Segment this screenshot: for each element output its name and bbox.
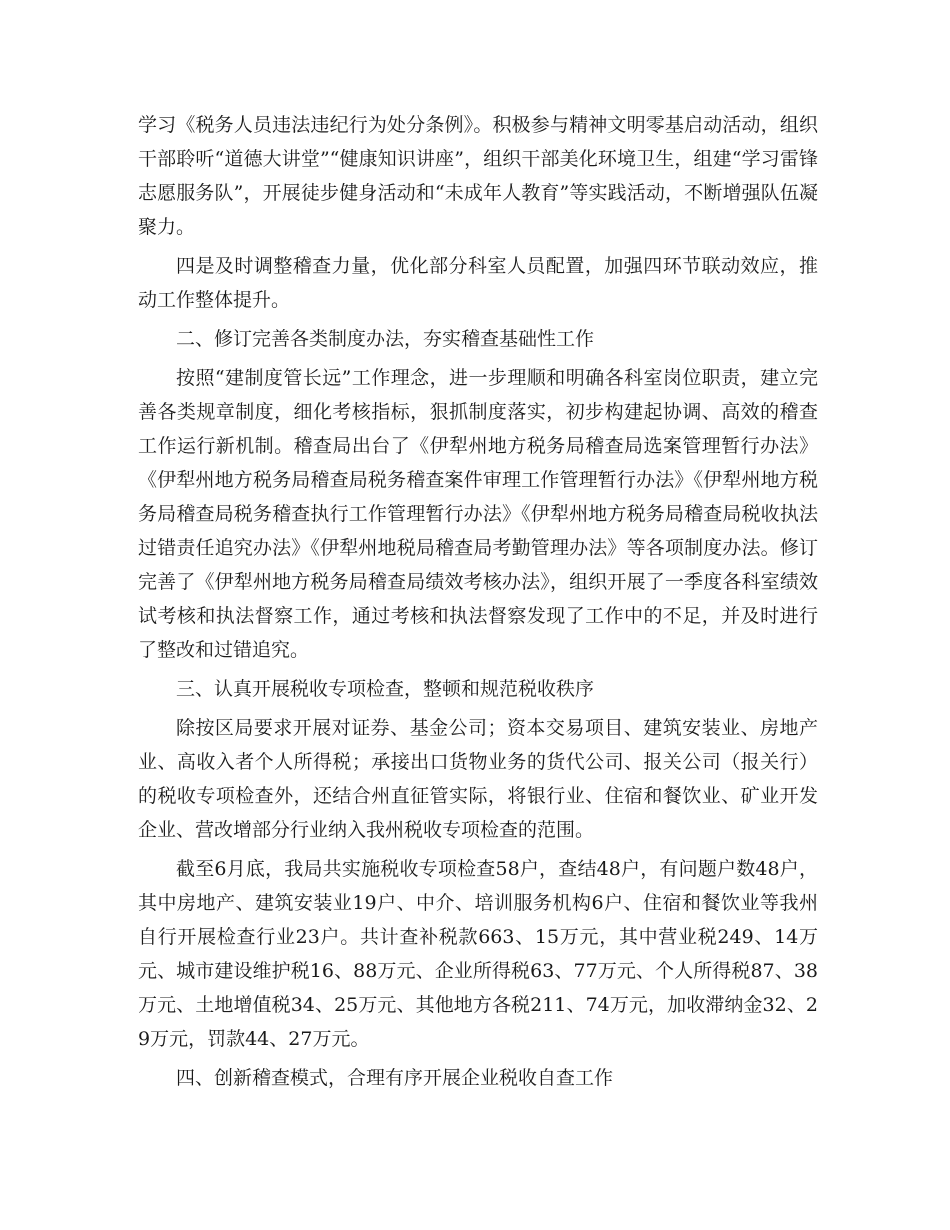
paragraph-inspection-results: 截至6月底，我局共实施税收专项检查58户，查结48户，有问题户数48户，其中房地产、建筑安装业19户、中介、培训服务机构6户、住宿和餐饮业等我州自行开展检查行业23户。共计查补税款663、15万元，其中营业税249、14万元、城市建设维护税16、88万元、企业所得税63、77万元、个人所得税87、38万元、土地增值税34、25万元、其他地方各税211、74万元，加收滞纳金32、29万元，罚款44、27万元。 bbox=[138, 858, 818, 1050]
section-heading-3: 三、认真开展税收专项检查，整顿和规范税收秩序 bbox=[176, 678, 595, 700]
paragraph-regulations: 按照“建制度管长远”工作理念，进一步理顺和明确各科室岗位职责，建立完善各类规章制度，细化考核指标，狠抓制度落实，初步构建起协调、高效的稽查工作运行新机制。稽查局出台了《伊犁州地方税务局稽查局选案管理暂行办法》《伊犁州地方税务局稽查局税务稽查案件审理工作管理暂行办法》《伊犁州地方税务局稽查局税务稽查执行工作管理暂行办法》《伊犁州地方税务局稽查局税收执法过错责任追究办法》《伊犁州地税局稽查局考勤管理办法》等各项制度办法。修订完善了《伊犁州地方税务局稽查局绩效考核办法》，组织开展了一季度各科室绩效试考核和执法督察工作，通过考核和执法督察发现了工作中的不足，并及时进行了整改和过错追究。 bbox=[138, 367, 818, 661]
paragraph-team-building: 学习《税务人员违法违纪行为处分条例》。积极参与精神文明零基启动活动，组织干部聆听“道德大讲堂”“健康知识讲座”，组织干部美化环境卫生，组建“学习雷锋志愿服务队”，开展徒步健身活动和“未成年人教育”等实践活动，不断增强队伍凝聚力。 bbox=[138, 114, 818, 238]
section-heading-4: 四、创新稽查模式，合理有序开展企业税收自查工作 bbox=[176, 1067, 614, 1089]
paragraph-special-inspection: 除按区局要求开展对证券、基金公司；资本交易项目、建筑安装业、房地产业、高收入者个人所得税；承接出口货物业务的货代公司、报关公司（报关行）的税收专项检查外，还结合州直征管实际，将银行业、住宿和餐饮业、矿业开发企业、营改增部分行业纳入我州税收专项检查的范围。 bbox=[138, 717, 818, 841]
section-heading-2: 二、修订完善各类制度办法，夯实稽查基础性工作 bbox=[176, 328, 595, 350]
document-page bbox=[138, 108, 818, 1095]
paragraph-adjust-forces: 四是及时调整稽查力量，优化部分科室人员配置，加强四环节联动效应，推动工作整体提升。 bbox=[138, 255, 818, 311]
